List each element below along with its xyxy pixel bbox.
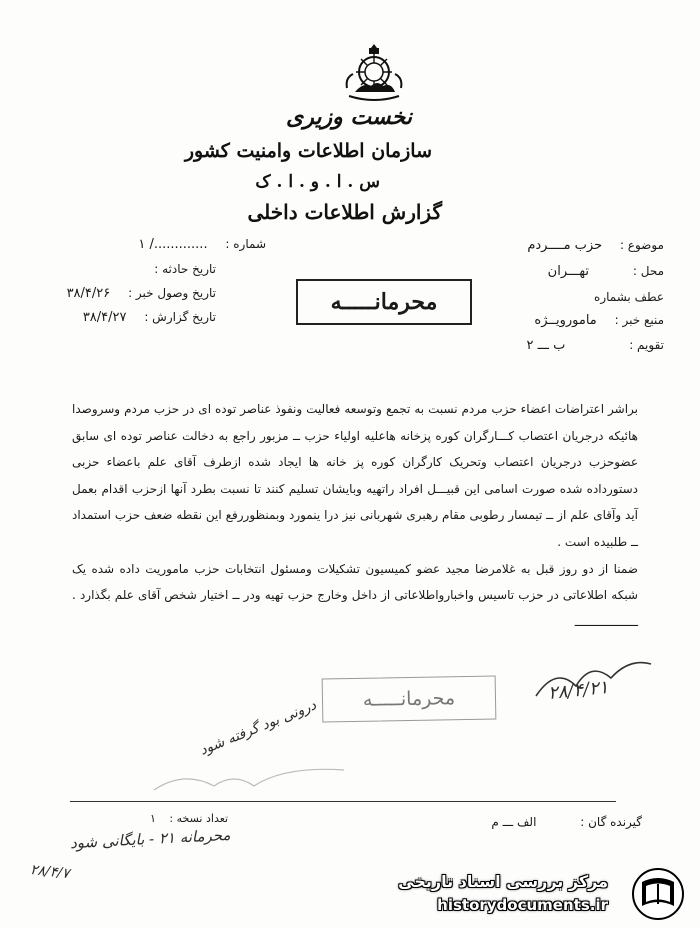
meta-subject [527, 238, 664, 253]
meta-received-date [67, 286, 216, 301]
confidential-stamp: محرمانـــــه [296, 279, 472, 325]
meta-report-date [83, 310, 216, 325]
meta-label: عطف بشماره [594, 290, 664, 304]
meta-value: ۳۸/۴/۲۷ [82, 310, 127, 325]
meta-reference [576, 290, 664, 304]
confidential-stamp-repeat: محرمانـــــه [322, 675, 497, 722]
copies-label: تعداد نسخه : [169, 812, 229, 825]
meta-label: محل : [632, 264, 664, 278]
meta-rating [526, 338, 664, 353]
archive-watermark [398, 866, 694, 922]
report-body [72, 396, 638, 635]
report-paragraph-2: ضمنا از دو روز قبل به غلامرضا مجید عضو کمیسیون تشکیلات ومسئول انتخابات حزب ماموریت داده شده یک شبکه اطلاعاتی در حزب تاسیس واخبارواطلاعاتی از داخل وخارج حزب تهیه ودر ــ اختیار شخص آقای علم بگذارد . ــــــــــــــــــ [72, 561, 638, 629]
meta-label: تقویم : [629, 338, 664, 352]
copies-value: ۱ [150, 812, 156, 825]
header-line-2: سازمان اطلاعات وامنیت کشور [184, 140, 432, 162]
meta-value: ............./ ۱ [138, 237, 208, 252]
report-paragraph-1: براشر اعتراضات اعضاء حزب مردم نسبت به تجمع وتوسعه فعالیت ونفوذ عناصر توده ای در حزب مردم وسروصدا هائیکه درجریان اعتصاب کـــارگران کوره پزخانه هاعلیه اولیاء حزب ــ مزبور راجع به دخالت عناصر توده ای سابق عضوحزب درجریان اعتصاب وتحریک کارگران کوره پز خانه ها ایجاد شده ازطرف آقای علم باعضاء حزبی دستورداده شده صورت اسامی این قبیـــل افراد راتهیه وبایشان تسلیم کنند تا نسبت بطرد آنها ازحزب اقدام بعمل آید وآقای علم از ــ تیمسار رطوبی مقام رهبری شهربانی نیز درا ینمورد وبمنظوررفع این نقطه ضعف حزب استمداد ــ طلبیده است . [72, 402, 638, 549]
meta-label: تاریخ گزارش : [144, 310, 216, 324]
meta-value: تهـــران [547, 264, 590, 279]
recipients [491, 815, 642, 829]
meta-value: حزب مــــردم [527, 238, 603, 253]
meta-number [138, 237, 266, 252]
lion-and-sun-emblem-icon [343, 42, 405, 102]
watermark-url: historydocuments.ir [437, 896, 608, 914]
handwritten-bottom-note: محرمانه ۲۱ - بایگانی شود [69, 825, 231, 853]
header-line-1: نخست وزیری [286, 104, 412, 130]
meta-label: شماره : [225, 237, 266, 251]
archive-logo-icon [628, 866, 688, 922]
footer-divider [70, 801, 616, 802]
handwritten-date: ۲۸/۴/۲۱ [547, 676, 610, 705]
meta-label: موضوع : [619, 238, 664, 252]
header-line-4: گزارش اطلاعات داخلی [247, 200, 442, 224]
handwritten-margin-note: ۲۸/۴/۷ [29, 861, 71, 883]
recipients-value: الف ـــ م [491, 815, 537, 829]
meta-source [534, 313, 664, 328]
signature-scribble-icon [530, 656, 660, 706]
meta-label: تاریخ وصول خبر : [128, 286, 216, 300]
watermark-title: مرکز بررسی اسناد تاریخی [398, 872, 608, 891]
meta-value: مامورویــژه [534, 313, 597, 328]
header-line-3: س . ا . و . ا . ک [255, 172, 380, 192]
meta-value: ۳۸/۴/۲۶ [66, 286, 111, 301]
copies-count [150, 812, 228, 825]
meta-incident-date [136, 262, 216, 276]
handwriting-scribble-icon [150, 750, 350, 800]
meta-location [548, 264, 664, 279]
meta-label: تاریخ حادثه : [154, 262, 216, 276]
handwritten-note: درونی بود گرفته شود [197, 697, 319, 759]
meta-value: ب ـــ ۲ [526, 338, 566, 353]
recipients-label: گیرنده گان : [580, 815, 642, 829]
meta-label: منبع خبر : [614, 313, 664, 327]
